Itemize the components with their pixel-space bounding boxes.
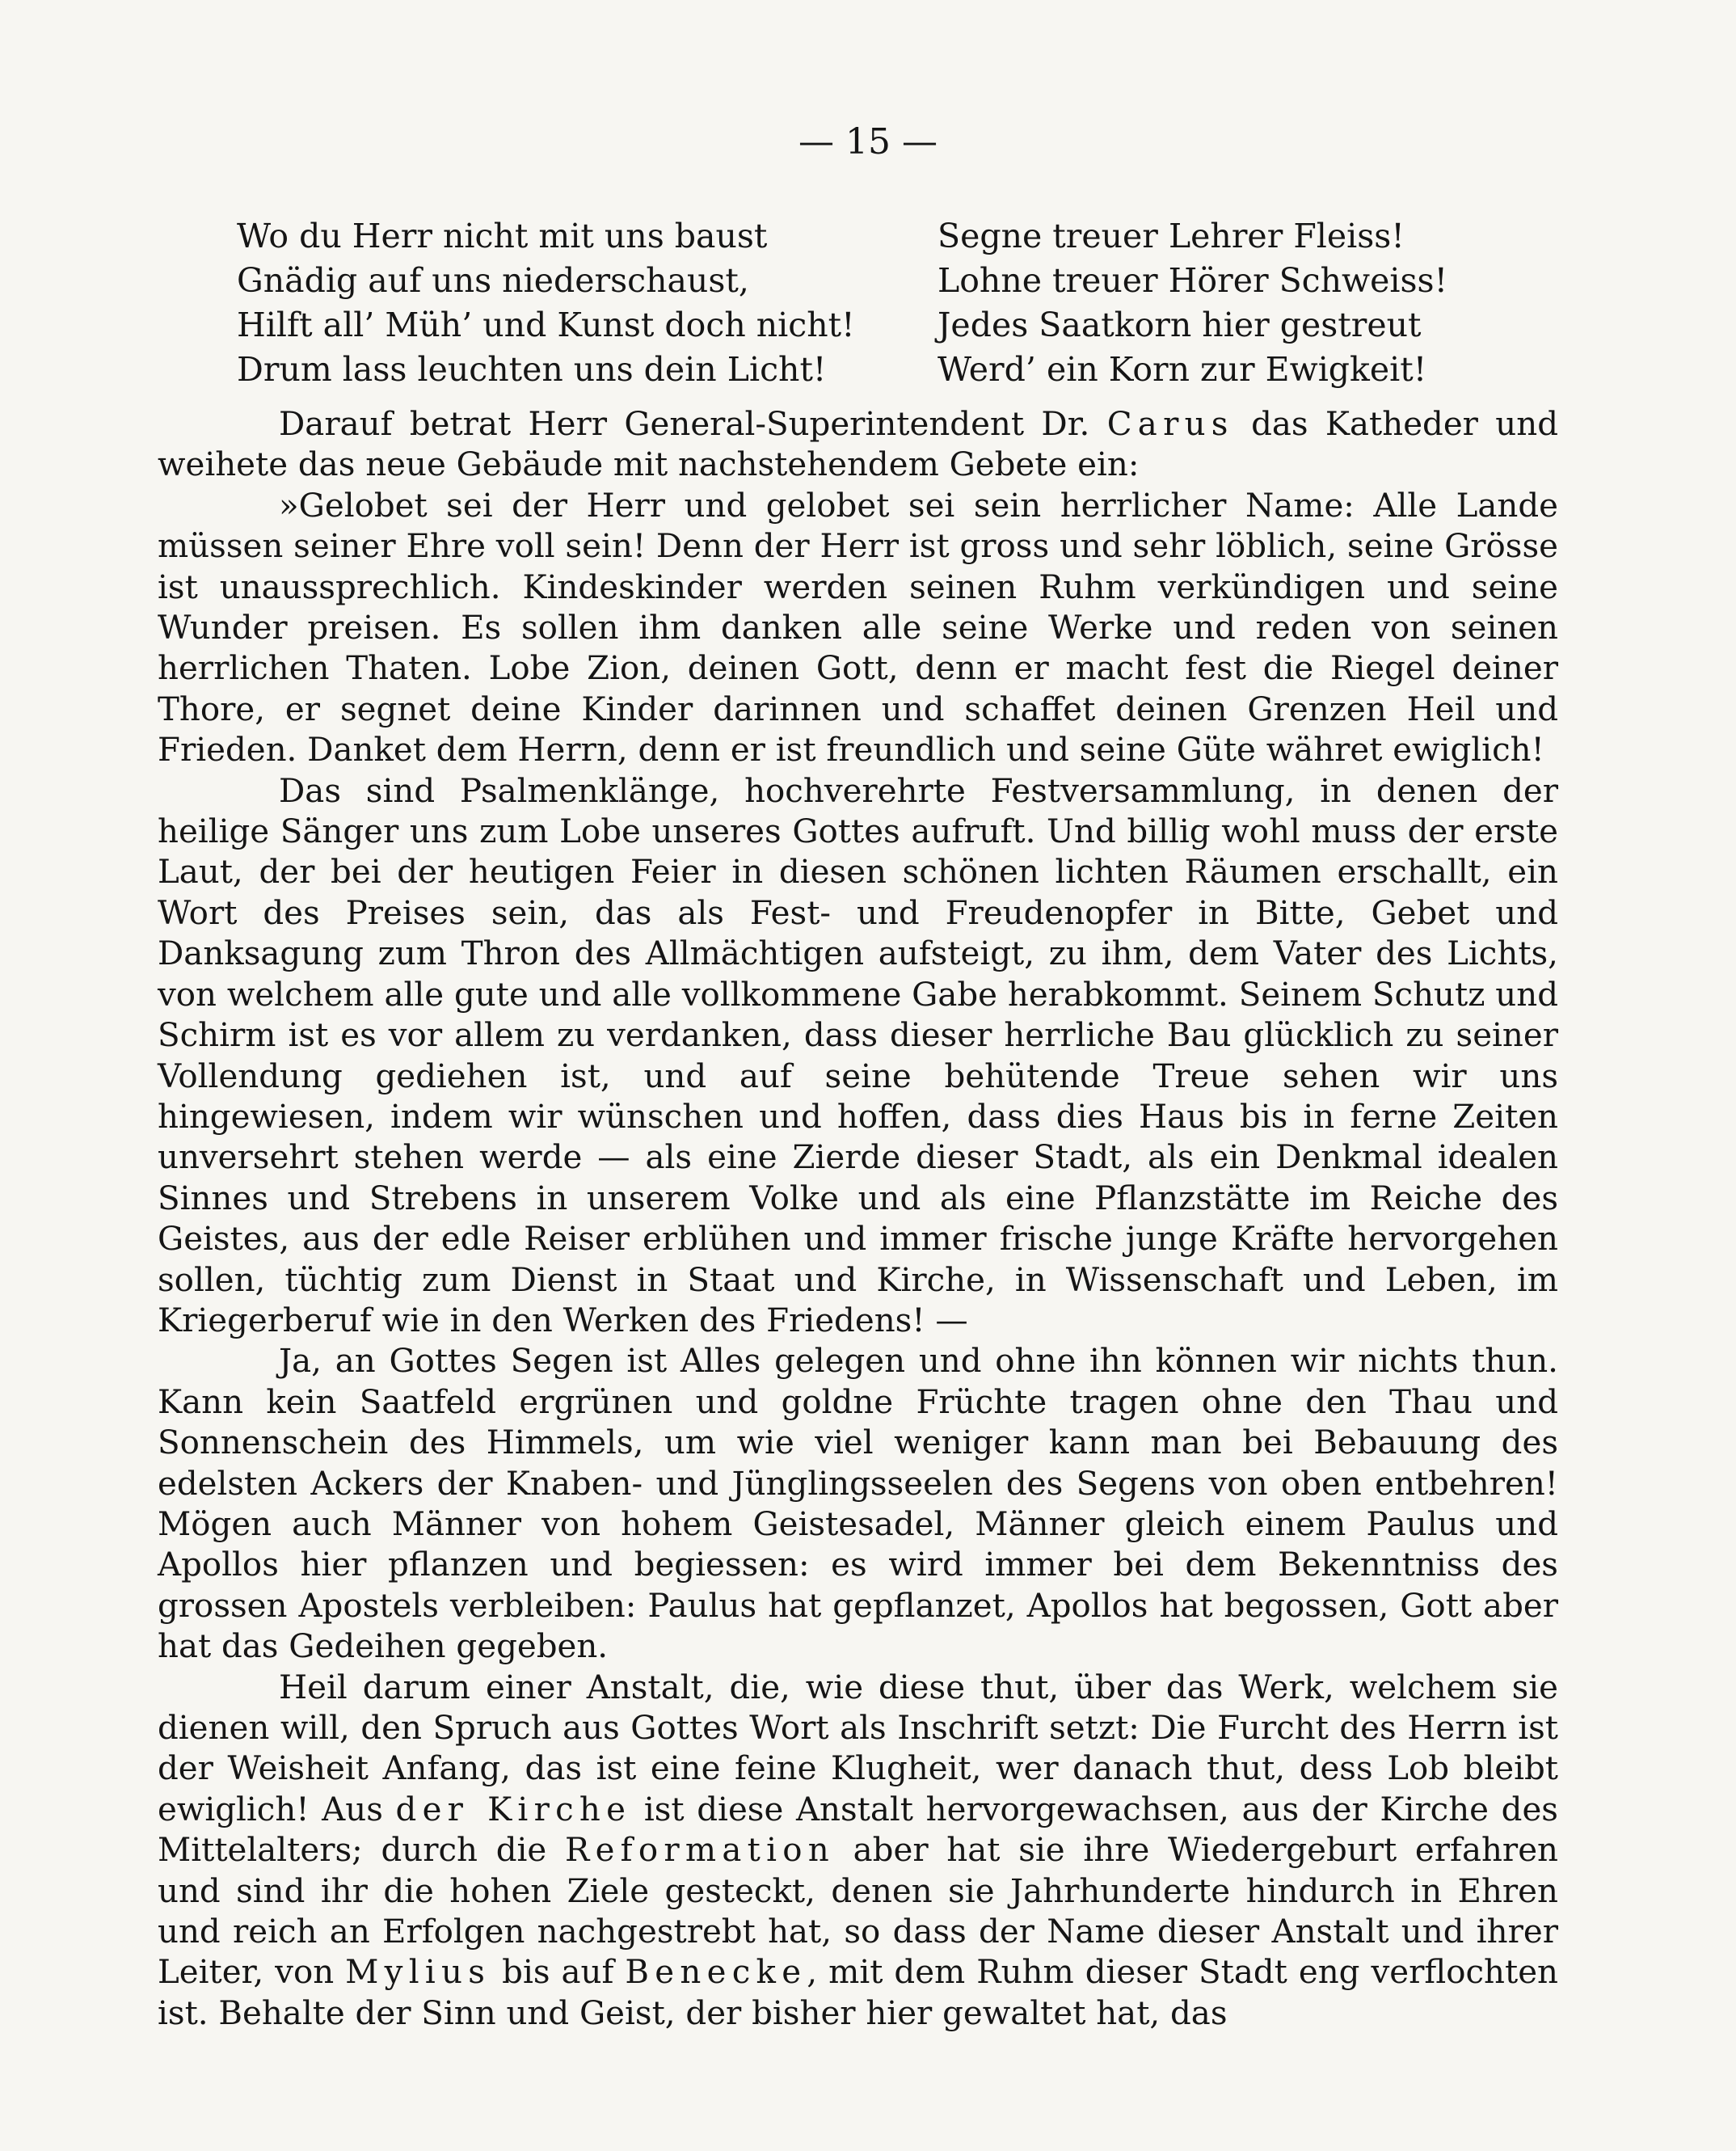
paragraph: Ja, an Gottes Segen ist Alles gelegen und ohne ihn können wir nichts thun. Kann kein Saatfeld ergrünen und goldne Früchte tragen ohne den Thau und Sonnenschein des Himmels, um wie viel weniger kann man bei Bebauung des edelsten Ackers der Knaben- und Jünglingsseelen des Segens von oben entbehren! Mögen auch Männer von hohem Geistesadel, Männer gleich einem Paulus und Apollos hier pflanzen und begiessen: es wird immer bei dem Bekenntniss des grossen Apostels verbleiben: Paulus hat gepflanzet, Apollos hat begossen, Gott aber hat das Gedeihen gegeben. xyxy=(158,1342,1558,1666)
poem-line: Segne treuer Lehrer Fleiss! xyxy=(938,217,1405,255)
paragraph-intro xyxy=(158,404,1558,486)
poem-column-right xyxy=(938,214,1447,392)
page-number: — 15 — xyxy=(798,121,938,162)
text-run: ist diese Anstalt hervorgewachsen, aus der Kirche des Mittelalters; durch die xyxy=(158,1790,1558,1870)
poem-line: Drum lass leuchten uns dein Licht! xyxy=(237,350,827,389)
poem-line: Gnädig auf uns niederschaust, xyxy=(237,261,749,300)
name-carus: Carus xyxy=(1106,405,1234,443)
paragraph xyxy=(158,1668,1558,2035)
text-run: , mit dem Ruhm dieser Stadt eng verflochten ist. Behalte der Sinn und Geist, der bisher hier gewaltet hat, das xyxy=(158,1953,1559,2032)
text-run: aber hat sie ihre Wiedergeburt erfahren und sind ihr die hohen Ziele gesteckt, denen sie Jahrhunderte hindurch in Ehren und reich an Erfolgen nachgestrebt hat, so dass der Name dieser Anstalt und ihrer Leiter, von xyxy=(158,1831,1558,1992)
text-run: Heil darum einer Anstalt, die, wie diese thut, über das Werk, welchem sie dienen will, den Spruch aus Gottes Wort als Inschrift setzt: Die Furcht des Herrn ist der Weisheit Anfang, das ist eine feine Klugheit, wer danach thut, dess Lob bleibt ewiglich! Aus xyxy=(158,1668,1558,1828)
text-run: Darauf betrat Herr General-Superintendent Dr. xyxy=(279,405,1107,443)
poem-line: Werd’ ein Korn zur Ewigkeit! xyxy=(938,350,1427,389)
poem-column-left xyxy=(237,214,855,392)
emphasis-reformation: Reformation xyxy=(564,1831,835,1870)
body-text xyxy=(158,404,1558,2034)
paragraph-prayer: »Gelobet sei der Herr und gelobet sei sein herrlicher Name: Alle Lande müssen seiner Ehre voll sein! Denn der Herr ist gross und sehr löblich, seine Grösse ist unaussprechlich. Kindeskinder werden seinen Ruhm verkündigen und seine Wunder preisen. Es sollen ihm danken alle seine Werke und reden von seinen herrlichen Thaten. Lobe Zion, deinen Gott, denn er macht fest die Riegel deiner Thore, er segnet deine Kinder darinnen und schaffet deinen Grenzen Heil und Frieden. Danket dem Herrn, denn er ist freundlich und seine Güte währet ewiglich! xyxy=(158,486,1558,770)
poem-line: Hilft all’ Müh’ und Kunst doch nicht! xyxy=(237,306,855,344)
name-mylius: Mylius xyxy=(345,1953,491,1992)
text-run: das Katheder und weihete das neue Gebäude mit nachstehendem Gebete ein: xyxy=(158,405,1558,484)
name-benecke: Benecke xyxy=(625,1953,807,1992)
poem-line: Jedes Saatkorn hier gestreut xyxy=(938,306,1422,344)
poem-line: Lohne treuer Hörer Schweiss! xyxy=(938,261,1448,300)
emphasis-kirche: der Kirche xyxy=(395,1790,632,1828)
poem-line: Wo du Herr nicht mit uns baust xyxy=(237,217,768,255)
text-run: bis auf xyxy=(491,1953,626,1992)
paragraph: Das sind Psalmenklänge, hochverehrte Festversammlung, in denen der heilige Sänger uns zum Lobe unseres Gottes aufruft. Und billig wohl muss der erste Laut, der bei der heutigen Feier in diesen schönen lichten Räumen erschallt, ein Wort des Preises sein, das als Fest- und Freudenopfer in Bitte, Gebet und Danksagung zum Thron des Allmächtigen aufsteigt, zu ihm, dem Vater des Lichts, von welchem alle gute und alle vollkommene Gabe herabkommt. Seinem Schutz und Schirm ist es vor allem zu verdanken, dass dieser herrliche Bau glücklich zu seiner Vollendung gediehen ist, und auf seine behütende Treue sehen wir uns hingewiesen, indem wir wünschen und hoffen, dass dies Haus bis in ferne Zeiten unversehrt stehen werde — als eine Zierde dieser Stadt, als ein Denkmal idealen Sinnes und Strebens in unserem Volke und als eine Pflanzstätte im Reiche des Geistes, aus der edle Reiser erblühen und immer frische junge Kräfte hervorgehen sollen, tüchtig zum Dienst in Staat und Kirche, in Wissenschaft und Leben, im Kriegerberuf wie in den Werken des Friedens! — xyxy=(158,771,1558,1339)
